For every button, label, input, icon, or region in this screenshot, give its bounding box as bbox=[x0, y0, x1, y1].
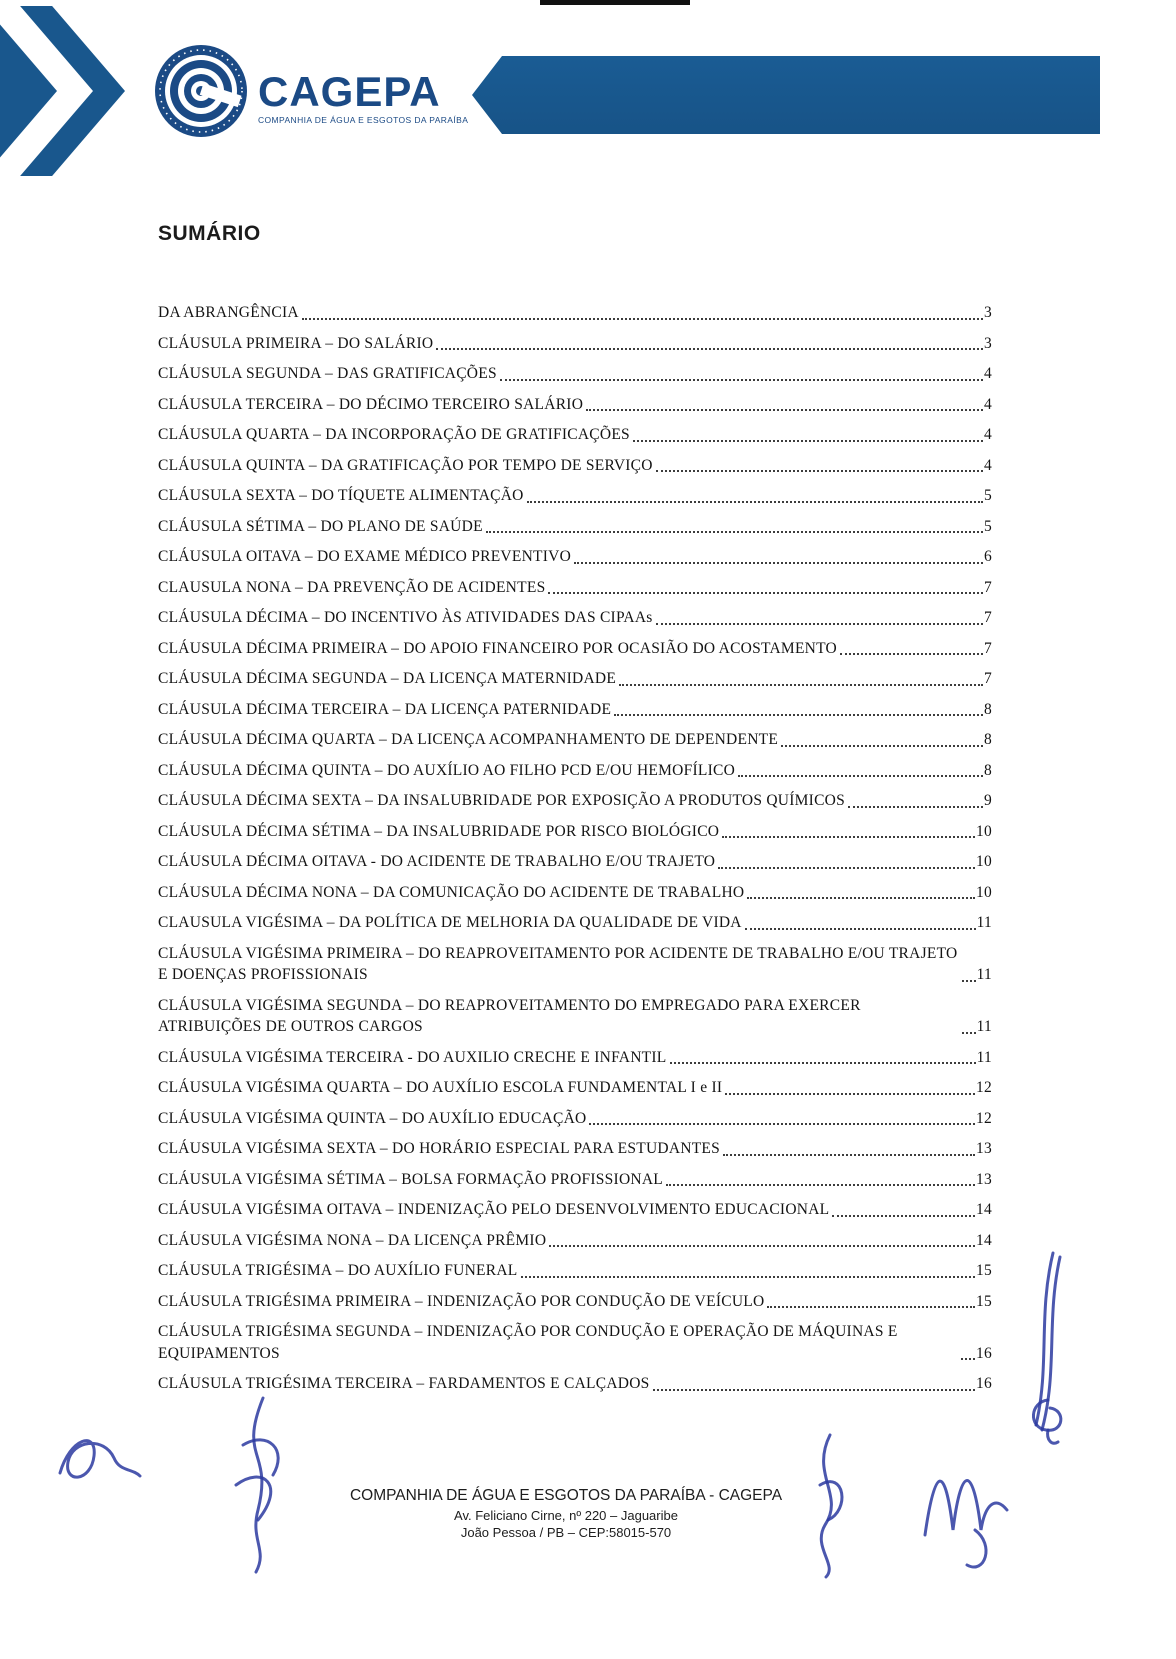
toc-entry-title: CLÁUSULA QUARTA – DA INCORPORAÇÃO DE GRATIFICAÇÕES bbox=[158, 426, 630, 443]
toc-entry-page: 8 bbox=[984, 761, 992, 779]
toc-entry-page: 14 bbox=[976, 1201, 992, 1218]
toc-entry-page: 7 bbox=[984, 639, 992, 657]
toc-entry-title: CLÁUSULA VIGÉSIMA PRIMEIRA – DO REAPROVEITAMENTO POR ACIDENTE DE TRABALHO E/OU TRAJETO E DOENÇAS PROFISSIONAIS bbox=[158, 944, 958, 983]
toc-entry-title: CLÁUSULA TRIGÉSIMA SEGUNDA – INDENIZAÇÃO POR CONDUÇÃO E OPERAÇÃO DE MÁQUINAS E EQUIPAMENTOS bbox=[158, 1323, 898, 1362]
footer-company: COMPANHIA DE ÁGUA E ESGOTOS DA PARAÍBA - CAGEPA bbox=[349, 1487, 783, 1504]
toc-entry bbox=[158, 485, 992, 507]
toc-entry-page: 13 bbox=[976, 1170, 992, 1188]
toc-entry-page: 4 bbox=[984, 456, 992, 474]
toc-entry-title: CLÁUSULA DÉCIMA – DO INCENTIVO ÀS ATIVIDADES DAS CIPAAs bbox=[158, 609, 653, 626]
toc-leader bbox=[666, 1184, 975, 1186]
toc-entry bbox=[158, 394, 992, 416]
toc-entry bbox=[158, 1321, 992, 1364]
toc-entry bbox=[158, 1108, 992, 1130]
toc-entry-page: 15 bbox=[976, 1292, 992, 1310]
left-arrow-decoration bbox=[0, 6, 140, 176]
toc-leader bbox=[747, 897, 975, 899]
toc-entry-page: 16 bbox=[976, 1344, 992, 1362]
toc-leader bbox=[589, 1123, 975, 1125]
toc-entry bbox=[158, 638, 992, 660]
toc-entry-page: 8 bbox=[984, 700, 992, 718]
toc-entry-page: 7 bbox=[984, 670, 992, 687]
toc-leader bbox=[962, 1032, 976, 1034]
toc-leader bbox=[840, 653, 983, 655]
toc-entry bbox=[158, 912, 992, 934]
toc-leader bbox=[619, 684, 983, 686]
toc-entry-title: CLÁUSULA SÉTIMA – DO PLANO DE SAÚDE bbox=[158, 517, 483, 535]
toc-leader bbox=[781, 745, 983, 747]
toc-leader bbox=[718, 867, 975, 869]
toc-entry-title: CLÁUSULA TERCEIRA – DO DÉCIMO TERCEIRO SALÁRIO bbox=[158, 395, 584, 413]
toc-entry bbox=[158, 699, 992, 721]
toc-entry-title: CLÁUSULA DÉCIMA QUINTA – DO AUXÍLIO AO FILHO PCD E/OU HEMOFÍLICO bbox=[158, 761, 736, 779]
toc-leader bbox=[745, 928, 976, 930]
toc-entry-title: CLÁUSULA DÉCIMA PRIMEIRA – DO APOIO FINANCEIRO POR OCASIÃO DO ACOSTAMENTO bbox=[158, 639, 837, 657]
toc-entry-page: 11 bbox=[976, 1048, 992, 1066]
toc-entry bbox=[158, 546, 992, 568]
toc-entry bbox=[158, 1138, 992, 1160]
toc-entry-title: CLÁUSULA SEGUNDA – DAS GRATIFICAÇÕES bbox=[158, 365, 497, 382]
footer-city: João Pessoa / PB – CEP:58015-570 bbox=[460, 1525, 672, 1540]
toc-leader bbox=[633, 440, 983, 442]
toc-leader bbox=[738, 775, 983, 777]
toc-entry bbox=[158, 729, 992, 751]
toc-entry-title: CLÁUSULA DÉCIMA SÉTIMA – DA INSALUBRIDADE POR RISCO BIOLÓGICO bbox=[158, 822, 720, 840]
toc-entry-page: 10 bbox=[976, 883, 992, 901]
toc-entry bbox=[158, 882, 992, 904]
toc-leader bbox=[832, 1215, 975, 1217]
toc-entry bbox=[158, 943, 992, 986]
toc-entry-page: 10 bbox=[976, 853, 992, 870]
toc-entry-title: CLÁUSULA DÉCIMA TERCEIRA – DA LICENÇA PATERNIDADE bbox=[158, 700, 612, 718]
toc-entry bbox=[158, 1199, 992, 1221]
toc-entry bbox=[158, 333, 992, 355]
toc-entry-page: 10 bbox=[976, 822, 992, 840]
toc-entry bbox=[158, 302, 992, 324]
toc-entry-title: CLÁUSULA DÉCIMA NONA – DA COMUNICAÇÃO DO ACIDENTE DE TRABALHO bbox=[158, 883, 745, 901]
toc-leader bbox=[548, 592, 983, 594]
toc-entry-title: CLÁUSULA VIGÉSIMA SEGUNDA – DO REAPROVEITAMENTO DO EMPREGADO PARA EXERCER ATRIBUIÇÕES DE OUTROS CARGOS bbox=[158, 996, 861, 1035]
toc-entry-page: 6 bbox=[984, 548, 992, 565]
toc-entry-title: DA ABRANGÊNCIA bbox=[158, 304, 299, 321]
toc-entry-title: CLÁUSULA VIGÉSIMA SEXTA – DO HORÁRIO ESPECIAL PARA ESTUDANTES bbox=[158, 1140, 721, 1157]
toc-leader bbox=[549, 1245, 975, 1247]
toc-entry-page: 15 bbox=[976, 1262, 992, 1279]
signature-mark bbox=[1008, 1245, 1083, 1440]
toc-entry bbox=[158, 851, 992, 873]
toc-entry-title: CLÁUSULA DÉCIMA SEXTA – DA INSALUBRIDADE POR EXPOSIÇÃO A PRODUTOS QUÍMICOS bbox=[158, 792, 845, 809]
toc-entry-title: CLÁUSULA VIGÉSIMA TERCEIRA - DO AUXILIO CRECHE E INFANTIL bbox=[158, 1048, 667, 1066]
toc-entry-page: 3 bbox=[984, 304, 992, 321]
toc-entry-title: CLAUSULA NONA – DA PREVENÇÃO DE ACIDENTES bbox=[158, 578, 546, 596]
toc-leader bbox=[656, 623, 983, 625]
toc-entry-title: CLÁUSULA TRIGÉSIMA TERCEIRA – FARDAMENTOS E CALÇADOS bbox=[158, 1375, 650, 1392]
toc-entry-page: 5 bbox=[984, 517, 992, 535]
toc-leader bbox=[521, 1276, 975, 1278]
scan-artifact-line bbox=[540, 0, 690, 5]
toc-entry-title: CLÁUSULA QUINTA – DA GRATIFICAÇÃO POR TEMPO DE SERVIÇO bbox=[158, 456, 653, 474]
toc-entry-title: CLÁUSULA DÉCIMA OITAVA - DO ACIDENTE DE TRABALHO E/OU TRAJETO bbox=[158, 853, 716, 870]
toc-entry-title: CLÁUSULA DÉCIMA SEGUNDA – DA LICENÇA MATERNIDADE bbox=[158, 670, 617, 687]
toc-leader bbox=[725, 1093, 975, 1095]
toc-leader bbox=[302, 318, 983, 320]
toc-entry-title: CLÁUSULA PRIMEIRA – DO SALÁRIO bbox=[158, 334, 434, 352]
toc-entry bbox=[158, 1291, 992, 1313]
header-banner bbox=[472, 56, 1100, 134]
toc-entry-page: 11 bbox=[976, 914, 992, 931]
toc-leader bbox=[486, 531, 983, 533]
toc-entry-page: 3 bbox=[984, 334, 992, 352]
toc-entry bbox=[158, 995, 992, 1038]
toc-entry bbox=[158, 1169, 992, 1191]
toc-entry-title: CLAUSULA VIGÉSIMA – DA POLÍTICA DE MELHORIA DA QUALIDADE DE VIDA bbox=[158, 914, 742, 931]
toc-entry bbox=[158, 790, 992, 812]
toc-leader bbox=[653, 1389, 975, 1391]
toc-entry-title: CLÁUSULA TRIGÉSIMA PRIMEIRA – INDENIZAÇÃO POR CONDUÇÃO DE VEÍCULO bbox=[158, 1292, 765, 1310]
toc-leader bbox=[962, 980, 976, 982]
toc-entry-title: CLÁUSULA VIGÉSIMA NONA – DA LICENÇA PRÊMIO bbox=[158, 1231, 547, 1249]
toc-leader bbox=[614, 714, 983, 716]
toc-entry-page: 7 bbox=[984, 578, 992, 596]
toc-entry bbox=[158, 455, 992, 477]
toc-entry-page: 4 bbox=[984, 395, 992, 413]
toc-leader bbox=[722, 836, 975, 838]
toc-entry-page: 14 bbox=[976, 1231, 992, 1249]
toc-leader bbox=[574, 562, 983, 564]
toc-entry-page: 5 bbox=[984, 487, 992, 504]
toc-entry bbox=[158, 577, 992, 599]
toc-entry-page: 12 bbox=[976, 1109, 992, 1127]
toc-entry bbox=[158, 1373, 992, 1395]
toc-list bbox=[158, 302, 992, 1404]
toc-entry bbox=[158, 821, 992, 843]
toc-entry-title: CLÁUSULA TRIGÉSIMA – DO AUXÍLIO FUNERAL bbox=[158, 1262, 518, 1279]
toc-leader bbox=[723, 1154, 975, 1156]
toc-entry-page: 9 bbox=[984, 792, 992, 809]
toc-leader bbox=[586, 409, 983, 411]
toc-entry-title: CLÁUSULA OITAVA – DO EXAME MÉDICO PREVENTIVO bbox=[158, 548, 572, 565]
toc-entry-page: 13 bbox=[976, 1140, 992, 1157]
toc-entry-page: 11 bbox=[976, 1018, 992, 1035]
toc-entry bbox=[158, 1230, 992, 1252]
toc-entry-title: CLÁUSULA VIGÉSIMA QUARTA – DO AUXÍLIO ESCOLA FUNDAMENTAL I e II bbox=[158, 1079, 723, 1096]
toc-entry-title: CLÁUSULA VIGÉSIMA SÉTIMA – BOLSA FORMAÇÃO PROFISSIONAL bbox=[158, 1170, 663, 1188]
toc-leader bbox=[500, 379, 983, 381]
cagepa-logo-icon bbox=[152, 42, 250, 140]
toc-entry-page: 4 bbox=[984, 365, 992, 382]
toc-entry-title: CLÁUSULA SEXTA – DO TÍQUETE ALIMENTAÇÃO bbox=[158, 487, 524, 504]
toc-entry-title: CLÁUSULA DÉCIMA QUARTA – DA LICENÇA ACOMPANHAMENTO DE DEPENDENTE bbox=[158, 731, 779, 748]
toc-leader bbox=[961, 1358, 975, 1360]
toc-entry bbox=[158, 1077, 992, 1099]
logo-wordmark: CAGEPA bbox=[258, 67, 441, 115]
toc-entry-page: 7 bbox=[984, 609, 992, 626]
toc-entry-title: CLÁUSULA VIGÉSIMA QUINTA – DO AUXÍLIO EDUCAÇÃO bbox=[158, 1109, 587, 1127]
toc-entry-page: 4 bbox=[984, 426, 992, 443]
toc-leader bbox=[670, 1062, 976, 1064]
toc-entry bbox=[158, 363, 992, 385]
toc-entry-page: 11 bbox=[976, 966, 992, 983]
cagepa-logo bbox=[152, 42, 468, 140]
toc-entry bbox=[158, 607, 992, 629]
page-title: SUMÁRIO bbox=[158, 222, 261, 245]
toc-leader bbox=[527, 501, 983, 503]
toc-leader bbox=[767, 1306, 975, 1308]
toc-entry bbox=[158, 668, 992, 690]
toc-entry bbox=[158, 760, 992, 782]
toc-entry-page: 16 bbox=[976, 1375, 992, 1392]
signature-mark bbox=[1018, 1382, 1083, 1457]
toc-leader bbox=[436, 348, 983, 350]
toc-entry-page: 12 bbox=[976, 1079, 992, 1096]
footer-address: Av. Feliciano Cirne, nº 220 – Jaguaribe bbox=[454, 1508, 678, 1523]
footer bbox=[0, 1487, 1154, 1542]
logo-subtitle: COMPANHIA DE ÁGUA E ESGOTOS DA PARAÍBA bbox=[258, 114, 469, 125]
toc-leader bbox=[656, 470, 983, 472]
toc-entry-page: 8 bbox=[984, 731, 992, 748]
toc-leader bbox=[848, 806, 983, 808]
toc-entry-title: CLÁUSULA VIGÉSIMA OITAVA – INDENIZAÇÃO PELO DESENVOLVIMENTO EDUCACIONAL bbox=[158, 1201, 830, 1218]
toc-entry bbox=[158, 516, 992, 538]
toc-entry bbox=[158, 424, 992, 446]
toc-entry bbox=[158, 1047, 992, 1069]
toc-entry bbox=[158, 1260, 992, 1282]
